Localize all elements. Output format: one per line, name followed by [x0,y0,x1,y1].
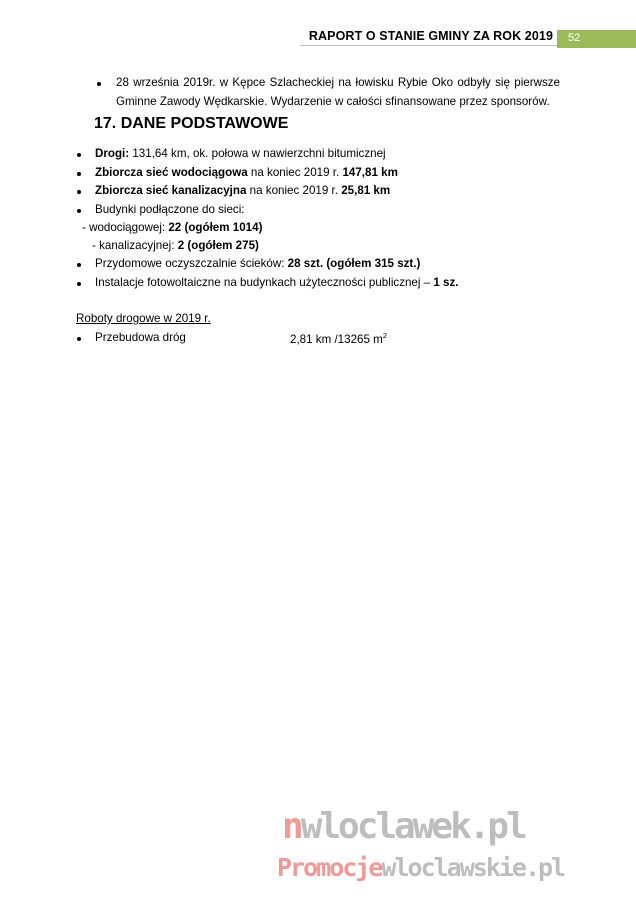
item-label: Drogi: [95,147,130,160]
watermark-part: wloclawskie.pl [381,853,565,882]
bullet-icon [97,82,101,86]
item-value: 28 szt. (ogółem 315 szt.) [287,257,421,270]
item-kanalizacja [95,184,390,197]
roads-item-label: Przebudowa dróg [95,331,186,344]
item-value: 25,81 km [341,184,391,197]
watermark-line-1 [282,806,525,847]
watermark-line-2 [277,853,564,882]
item-wodociag [95,166,398,179]
item-text: 131,64 km, ok. połowa w nawierzchni bitumicznej [129,147,386,160]
item-value: 1 sz. [433,276,459,289]
intro-line-1: 28 września 2019r. w Kępce Szlacheckiej na łowisku Rybie Oko odbyły się pierwsze [116,76,560,89]
roads-value-sup: 2 [382,331,387,340]
sub-item-text: - wodociągowej: [82,221,169,234]
page-header [0,26,636,50]
section-title: 17. DANE PODSTAWOWE [94,115,289,132]
report-title: RAPORT O STANIE GMINY ZA ROK 2019 [308,29,553,43]
item-fotowoltaika [95,276,459,289]
item-oczyszczalnie [95,257,420,270]
item-label: Zbiorcza sieć kanalizacyjna [95,184,247,197]
roads-heading: Roboty drogowe w 2019 r. [76,312,211,325]
sub-item-value: 22 (ogółem 1014) [168,221,263,234]
item-text: na koniec 2019 r. [246,184,342,197]
bullet-icon [77,263,81,267]
sub-item-text: - kanalizacyjnej: [92,239,178,252]
watermark-part: n [282,806,301,847]
bullet-icon [77,282,81,286]
item-value: 147,81 km [342,166,398,179]
sub-item-value: 2 (ogółem 275) [177,239,259,252]
roads-item-value [290,331,387,346]
bullet-icon [77,190,81,194]
bullet-icon [77,209,81,213]
page-number: 52 [568,32,581,44]
item-text: na koniec 2019 r. [247,166,343,179]
roads-value-text: 2,81 km /13265 m [290,332,383,346]
header-rule [300,45,557,46]
item-text: Instalacje fotowoltaiczne na budynkach użyteczności publicznej – [95,276,434,289]
page-number-badge [557,30,636,48]
item-drogi [95,147,386,160]
bullet-icon [77,172,81,176]
bullet-icon [77,337,81,341]
item-text: Przydomowe oczyszczalnie ścieków: [95,257,288,270]
sub-item-wodociag [82,221,262,234]
intro-line-2: Gminne Zawody Wędkarskie. Wydarzenie w całości sfinansowane przez sponsorów. [116,95,550,108]
watermark-part: Promocje [277,853,382,882]
watermark-part: wloclawek.pl [300,806,525,847]
item-label: Zbiorcza sieć wodociągowa [95,166,248,179]
bullet-icon [77,153,81,157]
sub-item-kanalizacja [92,239,259,252]
item-budynki: Budynki podłączone do sieci: [95,203,245,216]
